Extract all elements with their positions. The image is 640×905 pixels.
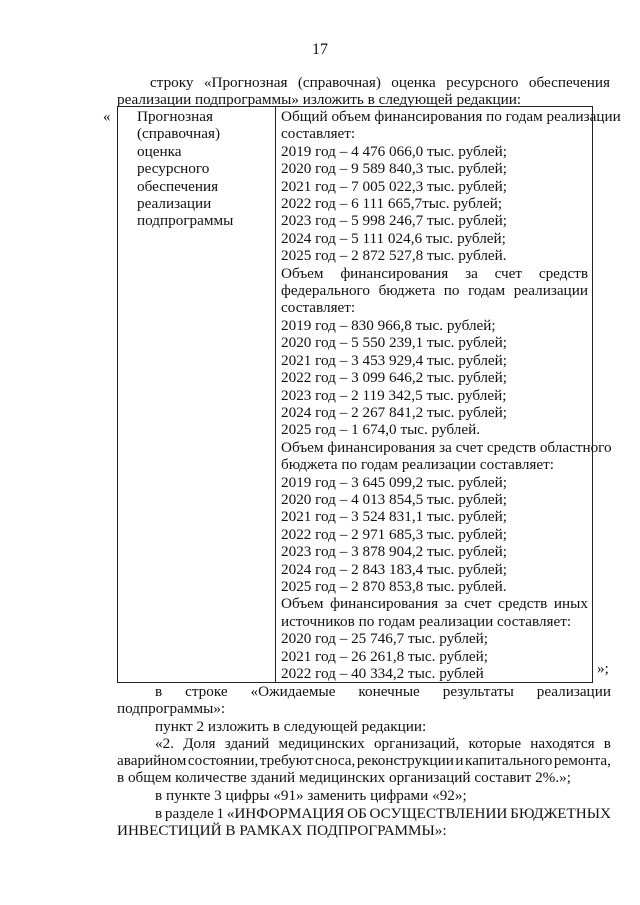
funding-year-line: 2022 год – 2 971 685,3 тыс. рублей; <box>281 525 508 543</box>
word: которые <box>468 735 522 752</box>
funding-header-line: бюджета по годам реализации составляет: <box>281 456 554 474</box>
label-line: подпрограммы <box>137 212 234 230</box>
funding-year-line: 2024 год – 2 267 841,2 тыс. рублей; <box>281 403 508 421</box>
word: разделе <box>164 805 214 822</box>
funding-year-line: 2022 год – 40 334,2 тыс. рублей <box>281 665 484 682</box>
funding-year-line: 2020 год – 9 589 840,3 тыс. рублей; <box>281 160 508 178</box>
funding-header-line <box>281 282 588 299</box>
page-number: 17 <box>312 41 328 58</box>
word: средств <box>538 264 588 282</box>
intro-line-1 <box>150 74 610 91</box>
funding-year-line: 2023 год – 3 878 904,2 тыс. рублей; <box>281 543 508 561</box>
funding-year-line: 2020 год – 5 550 239,1 тыс. рублей; <box>281 334 508 352</box>
body-paragraph-3 <box>155 735 611 752</box>
funding-year-line: 2023 год – 5 998 246,7 тыс. рублей; <box>281 212 508 230</box>
word: БЮДЖЕТНЫХ <box>510 805 611 822</box>
word: (справочная) <box>297 74 381 91</box>
word: «Ожидаемые <box>250 683 336 700</box>
label-line: реализации <box>137 195 212 213</box>
funding-year-line: 2019 год – 3 645 099,2 тыс. рублей; <box>281 473 508 491</box>
funding-year-line: 2025 год – 2 870 853,8 тыс. рублей. <box>281 577 507 595</box>
body-paragraph-3-line-2 <box>117 752 611 769</box>
resource-table-row <box>118 107 593 683</box>
word: средств <box>498 595 548 613</box>
word: в <box>603 735 611 752</box>
word: организаций, <box>373 735 460 752</box>
close-quote: »; <box>597 660 609 677</box>
funding-year-line: 2020 год – 25 746,7 тыс. рублей; <box>281 630 489 648</box>
funding-year-line: 2025 год – 2 872 527,8 тыс. рублей. <box>281 247 507 265</box>
body-paragraph-2: пункт 2 изложить в следующей редакции: <box>155 718 427 735</box>
funding-year-line: 2022 год – 3 099 646,2 тыс. рублей; <box>281 369 508 387</box>
word: состоянии, <box>187 752 259 769</box>
funding-header-line: Общий объем финансирования по годам реализации <box>281 108 621 125</box>
word: Доля <box>183 735 216 752</box>
word: в <box>155 683 163 700</box>
funding-year-line: 2021 год – 7 005 022,3 тыс. рублей; <box>281 177 508 195</box>
funding-details <box>276 107 621 683</box>
word: Объем <box>281 264 324 282</box>
funding-year-line: 2021 год – 3 453 929,4 тыс. рублей; <box>281 351 508 369</box>
word: финансирования <box>330 595 439 613</box>
funding-year-line: 2023 год – 2 119 342,5 тыс. рублей; <box>281 386 507 404</box>
word: «2. <box>155 735 174 752</box>
funding-header-line <box>281 595 588 612</box>
word: зданий <box>224 735 270 752</box>
resource-table <box>117 106 621 683</box>
word: иных <box>553 595 588 613</box>
funding-year-line: 2021 год – 26 261,8 тыс. рублей; <box>281 647 489 665</box>
word: финансирования <box>340 264 449 282</box>
word: счет <box>464 595 492 613</box>
funding-header-line: составляет: <box>281 299 356 317</box>
word: реализации <box>513 282 588 300</box>
word: в <box>155 805 163 822</box>
word: оценка <box>391 74 436 91</box>
word: годам <box>468 282 506 300</box>
body-paragraph-1-tail: подпрограммы»: <box>117 700 226 717</box>
body-paragraph-5 <box>155 805 611 822</box>
intro-line-2: реализации подпрограммы» изложить в следующей редакции: <box>117 91 522 108</box>
word: результаты <box>442 683 514 700</box>
word: сноса, <box>315 752 356 769</box>
funding-year-line: 2019 год – 4 476 066,0 тыс. рублей; <box>281 142 508 160</box>
funding-year-line: 2021 год – 3 524 831,1 тыс. рублей; <box>281 508 508 526</box>
funding-year-line: 2019 год – 830 966,8 тыс. рублей; <box>281 316 496 334</box>
word: реконструкции <box>356 752 454 769</box>
word: «Прогнозная <box>203 74 288 91</box>
word: реализации <box>536 683 611 700</box>
word: счет <box>494 264 523 282</box>
funding-year-line: 2024 год – 5 111 024,6 тыс. рублей; <box>281 229 506 247</box>
word: капитального <box>465 752 553 769</box>
word: за <box>465 264 478 282</box>
word: аварийном <box>117 752 187 769</box>
word: строку <box>150 74 194 91</box>
label-line: оценка <box>137 142 182 160</box>
table-row-label <box>118 107 276 683</box>
funding-year-line: 2022 год – 6 111 665,7тыс. рублей; <box>281 195 503 213</box>
word: бюджета <box>378 282 436 300</box>
word: «ИНФОРМАЦИЯ <box>226 805 345 822</box>
funding-year-line: 2020 год – 4 013 854,5 тыс. рублей; <box>281 490 508 508</box>
funding-header-line: составляет: <box>281 125 356 143</box>
label-line: ресурсного <box>137 160 210 178</box>
label-line: Прогнозная <box>137 108 213 125</box>
word: Объем <box>281 595 324 613</box>
funding-year-line: 2025 год – 1 674,0 тыс. рублей. <box>281 421 481 439</box>
funding-header-line: источников по годам реализации составляет: <box>281 612 572 630</box>
body-paragraph-4: в пункте 3 цифры «91» заменить цифрами «92»; <box>155 787 467 804</box>
word: ОБ <box>347 805 367 822</box>
word: строке <box>185 683 228 700</box>
label-line: обеспечения <box>137 177 219 195</box>
word: ресурсного <box>446 74 519 91</box>
body-paragraph-5-tail: ИНВЕСТИЦИЙ В РАМКАХ ПОДПРОГРАММЫ»: <box>117 822 447 839</box>
body-paragraph-3-line-3: в общем количестве зданий медицинских организаций составит 2%.»; <box>117 769 571 786</box>
label-line: (справочная) <box>137 125 221 143</box>
word: ОСУЩЕСТВЛЕНИИ <box>369 805 508 822</box>
word: медицинских <box>278 735 365 752</box>
funding-header-line: Объем финансирования за счет средств областного <box>281 438 612 456</box>
word: находятся <box>530 735 595 752</box>
word: за <box>444 595 458 613</box>
word: конечные <box>358 683 420 700</box>
word: обеспечения <box>528 74 610 91</box>
open-quote: « <box>103 108 111 125</box>
word: по <box>443 282 460 300</box>
funding-header-line <box>281 265 588 282</box>
word: требуют <box>259 752 314 769</box>
body-paragraph-1 <box>155 683 611 700</box>
word: 1 <box>216 805 225 822</box>
word: и <box>455 752 464 769</box>
funding-year-line: 2024 год – 2 843 183,4 тыс. рублей; <box>281 560 508 578</box>
word: ремонта, <box>553 752 611 769</box>
word: федерального <box>281 282 370 300</box>
